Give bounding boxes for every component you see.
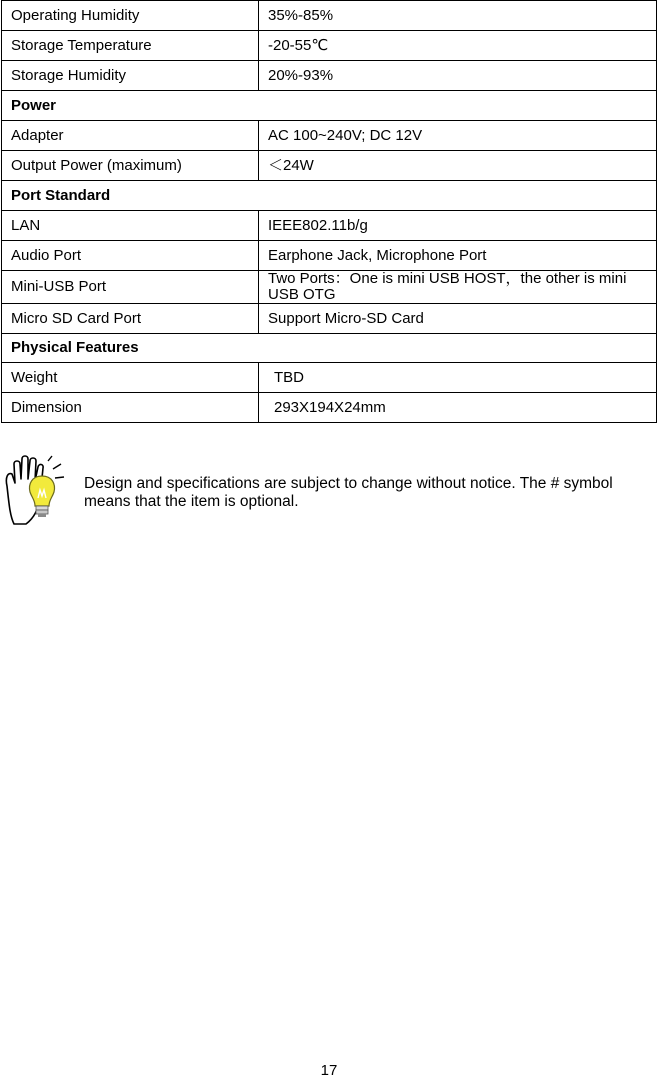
table-row — [2, 31, 657, 61]
note-block — [0, 452, 658, 532]
row-value: Support Micro-SD Card — [259, 304, 657, 334]
section-row-port-standard — [2, 181, 657, 211]
row-label: LAN — [2, 211, 259, 241]
row-value: Earphone Jack, Microphone Port — [259, 241, 657, 271]
section-row-physical-features — [2, 334, 657, 363]
table-row — [2, 304, 657, 334]
page-number: 17 — [320, 1062, 338, 1079]
row-label: Micro SD Card Port — [2, 304, 259, 334]
row-value: 293X194X24mm — [259, 393, 657, 423]
row-value: TBD — [259, 363, 657, 393]
row-value: AC 100~240V; DC 12V — [259, 121, 657, 151]
table-row — [2, 211, 657, 241]
table-row — [2, 363, 657, 393]
table-row — [2, 151, 657, 181]
hand-lightbulb-icon — [2, 452, 70, 530]
row-label: Mini-USB Port — [2, 271, 259, 304]
row-value: IEEE802.11b/g — [259, 211, 657, 241]
row-label: Storage Humidity — [2, 61, 259, 91]
row-value: 20%-93% — [259, 61, 657, 91]
spec-table — [1, 0, 657, 423]
table-row — [2, 1, 657, 31]
section-heading-port-standard: Port Standard — [2, 181, 657, 211]
table-row — [2, 241, 657, 271]
row-value: Two Ports：One is mini USB HOST，the other is mini USB OTG — [259, 271, 657, 304]
row-label: Adapter — [2, 121, 259, 151]
row-value: ＜24W — [259, 151, 657, 181]
table-row — [2, 61, 657, 91]
row-value: 35%-85% — [259, 1, 657, 31]
table-row — [2, 271, 657, 304]
section-heading-physical-features: Physical Features — [2, 334, 657, 363]
row-label: Weight — [2, 363, 259, 393]
row-label: Audio Port — [2, 241, 259, 271]
table-row — [2, 393, 657, 423]
row-label: Storage Temperature — [2, 31, 259, 61]
row-label: Operating Humidity — [2, 1, 259, 31]
row-label: Output Power (maximum) — [2, 151, 259, 181]
row-label: Dimension — [2, 393, 259, 423]
row-value: -20-55℃ — [259, 31, 657, 61]
note-text: Design and specifications are subject to change without notice. The # symbol means that the item is optional. — [84, 475, 613, 510]
table-row — [2, 121, 657, 151]
section-heading-power: Power — [2, 91, 657, 121]
section-row-power — [2, 91, 657, 121]
